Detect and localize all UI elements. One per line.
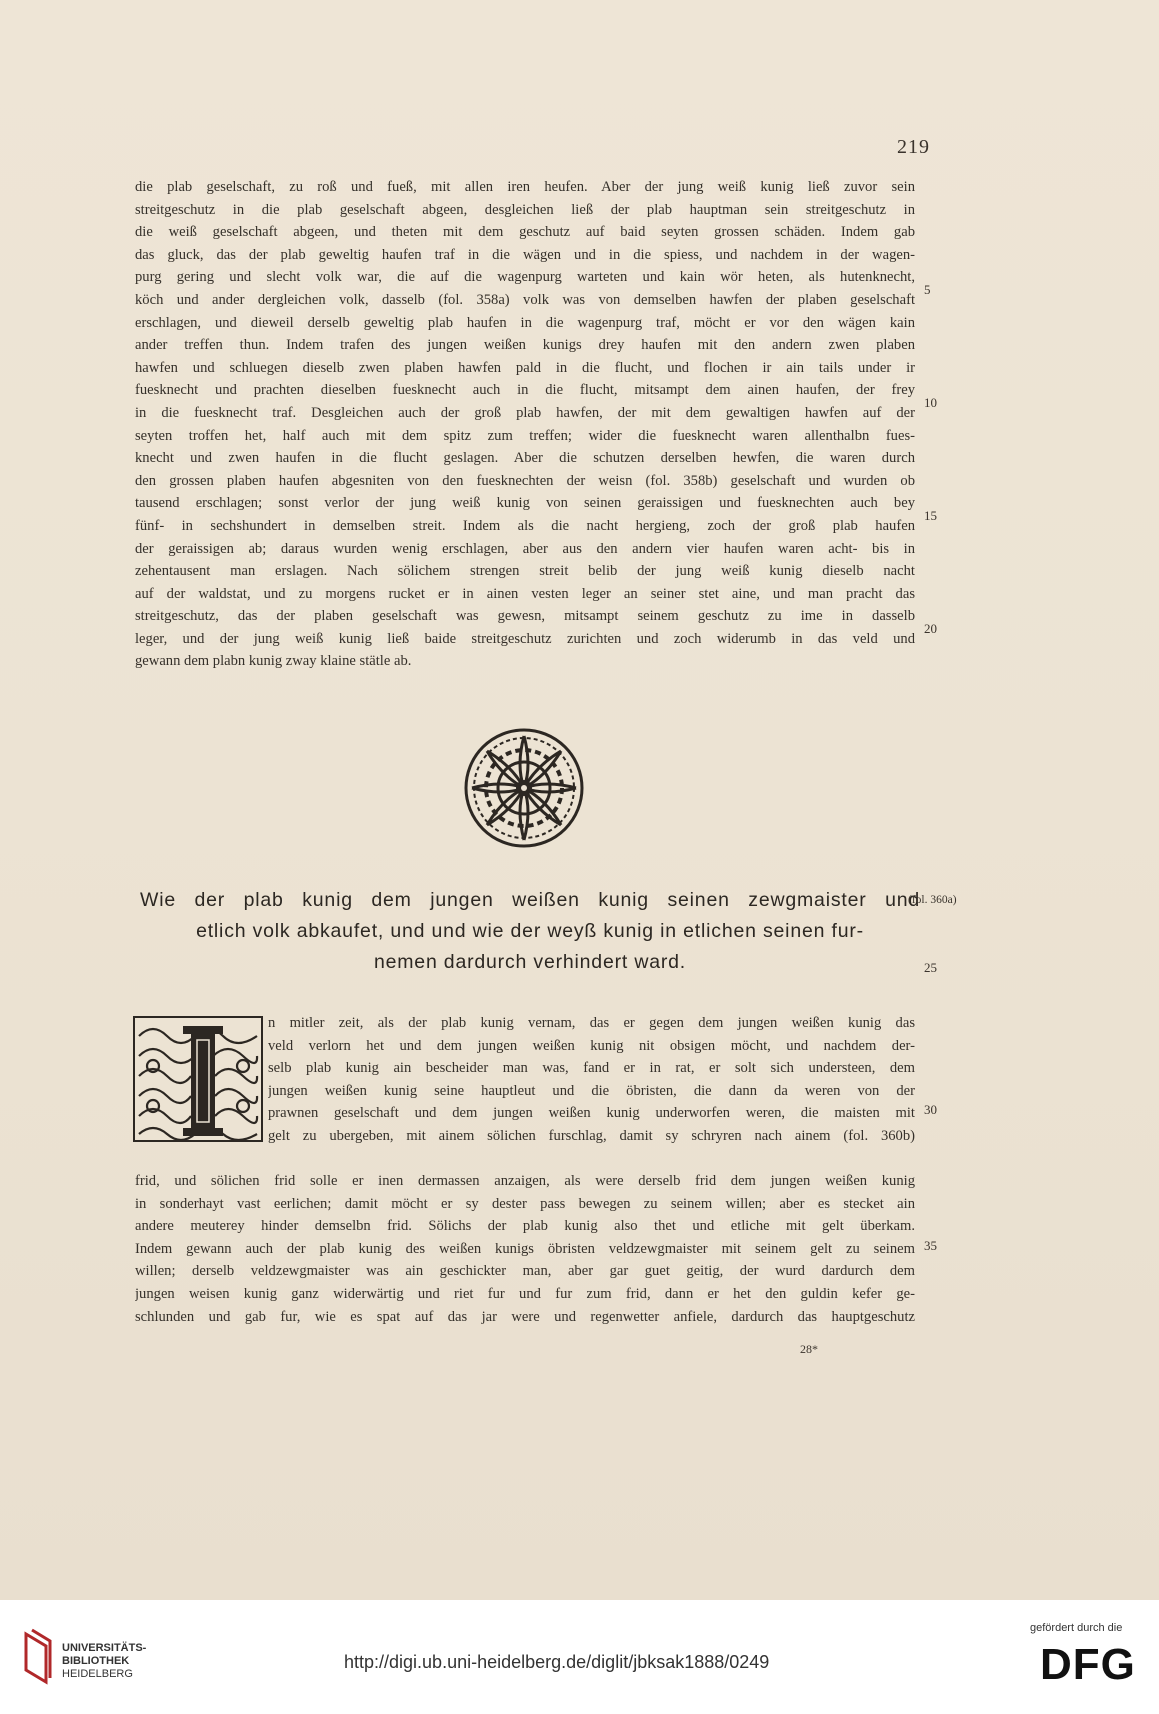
line-number: 15 (924, 508, 937, 523)
text-line: die plab geselschaft, zu roß und fueß, mit allen iren heufen. Aber der jung weiß kunig ließ zuvor sein (135, 179, 915, 195)
text-line: den grossen plaben haufen abgesniten von den fuesknechten der weisn (fol. 358b) geselschaft und wurden ob (135, 472, 915, 489)
line-number: 35 (924, 1238, 937, 1253)
text-line: purg gering und slecht volk war, die auf die wagenpurg warteten und kain wör heten, als hutenknecht, (135, 269, 915, 286)
paragraph-2-indented (268, 1012, 915, 1148)
ornament-rosette (462, 726, 586, 850)
footer-bar (0, 1600, 1159, 1714)
line-number: 25 (924, 960, 937, 975)
text-line: hawfen und schluegen dieselb zwen plaben hawfen pald in die flucht, und flochen ir ain tails under ir (135, 359, 915, 376)
chapter-heading (140, 885, 920, 978)
line-number: 30 (924, 1102, 937, 1117)
dfg-logo: DFG (1040, 1640, 1136, 1689)
text-line: zehentausent man erslagen. Nach sölichem strengen streit belib der jung weiß kunig dieselb nacht (135, 563, 915, 580)
heading-line: nemen dardurch verhindert ward. (373, 951, 687, 973)
heading-line: Wie der plab kunig dem jungen weißen kunig seinen zewgmaister und (140, 889, 920, 911)
text-line: fünf- in sechshundert in demselben streit. Indem als die nacht hergieng, zoch der groß plab haufen (135, 517, 915, 534)
text-line: ander treffen thun. Indem trafen des jungen weißen kunigs drey haufen mit den andern zwen plaben (135, 337, 915, 354)
text-line: auf der waldstat, und zu morgens rucket er in ainen vesten leger an seiner stet aine, und man pracht das (135, 585, 915, 602)
text-line: andere meuterey hinder demselbn frid. Sölichs der plab kunig also thet und etliche mit gelt überkam. (135, 1218, 915, 1235)
folio-reference: (fol. 360a) (908, 894, 957, 906)
text-line: in sonderhayt vast eerlichen; damit möcht er sy dester pass bewegen zu seinem willen; aber es stecket ain (135, 1195, 915, 1212)
text-line: seyten troffen het, half auch mit dem spitz zum treffen; wider die fuesknecht waren allenthalbn fues- (135, 427, 915, 444)
library-line: UNIVERSITÄTS- (62, 1642, 147, 1654)
line-number: 5 (924, 282, 931, 297)
library-name (62, 1642, 146, 1681)
text-line: tausend erschlagen; sonst verlor der jung weiß kunig von seinen geraissigen und fuesknechten auch bey (135, 495, 915, 512)
text-line: frid, und sölichen frid solle er inen dermassen anzaigen, als were derselb frid dem jungen weißen kunig (135, 1173, 915, 1189)
text-line: willen; derselb veldzewgmaister was ain geschickter man, aber gar guet geitig, der wurd dardurch dem (135, 1263, 915, 1280)
text-line: der geraissigen ab; daraus wurden wenig erschlagen, aber aus den andern vier haufen waren acht- bis in (135, 540, 915, 557)
text-line: selb plab kunig ain bescheider man was, fand er in rat, er solt sich understeen, dem (268, 1060, 915, 1077)
text-line: jungen weisen kunig ganz widerwärtig und riet fur und fur zum frid, dann er het den guldin kefer ge- (135, 1285, 915, 1302)
signature-mark: 28* (800, 1342, 818, 1356)
paragraph-2 (135, 1170, 915, 1328)
text-line: n mitler zeit, als der plab kunig vernam, das er gegen dem jungen weißen kunig das (268, 1015, 915, 1031)
page-number: 219 (897, 136, 930, 158)
text-line: die weiß geselschaft abgeen, und theten mit dem geschutz auf baid seyten grossen schäden. Indem gab (135, 224, 915, 241)
text-line: schlunden und gab fur, wie es spat auf das jar were und regenwetter anfiele, dardurch das hauptgeschutz (135, 1308, 915, 1325)
heading-line: etlich volk abkaufet, und und wie der weyß kunig in etlichen seinen fur- (196, 920, 864, 942)
text-line: prawnen geselschaft und dem jungen weißen kunig underworfen weren, die maisten mit (268, 1105, 915, 1122)
funding-caption: gefördert durch die (1030, 1622, 1123, 1634)
text-line: gelt zu ubergeben, mit ainem sölichen furschlag, damit sy schryren nach ainem (fol. 360b) (268, 1127, 915, 1144)
text-line: jungen weißen kunig seine hauptleut und die öbristen, die dann da weren von der (268, 1082, 915, 1099)
text-line: köch und ander dergleichen volk, dasselb (fol. 358a) volk was von demselben hawfen der plaben geselschaft (135, 291, 915, 308)
text-line: streitgeschutz in die plab geselschaft abgeen, desgleichen ließ der plab hauptman sein streitgeschutz in (135, 201, 915, 218)
library-line: HEIDELBERG (62, 1668, 133, 1680)
permalink-url[interactable]: http://digi.ub.uni-heidelberg.de/diglit/jbksak1888/0249 (344, 1652, 770, 1672)
library-line: BIBLIOTHEK (62, 1655, 130, 1667)
line-number: 10 (924, 395, 937, 410)
text-line: fuesknecht und prachten dieselben fuesknecht auch in die flucht, mitsampt dem ainen haufen, der frey (135, 382, 915, 399)
library-logo-icon (22, 1628, 52, 1688)
text-line: leger, und der jung weiß kunig ließ baide streitgeschutz zurichten und zoch widerumb in das veld und (135, 630, 915, 647)
paragraph-1 (135, 176, 915, 673)
text-line: knecht und zwen haufen in die flucht geslagen. Aber die schutzen derselben hewfen, die waren durch (135, 450, 915, 467)
text-line: Indem gewann auch der plab kunig des weißen kunigs öbristen veldzewgmaister mit seinem gelt zu seinem (135, 1240, 915, 1257)
text-line: veld verlorn het und dem jungen weißen kunig nit obsigen möcht, und nachdem der- (268, 1037, 915, 1054)
decorated-initial-letter (133, 1016, 263, 1142)
text-line: erschlagen, und dieweil derselb geweltig plab haufen in die wagenpurg traf, möcht er vor den wägen kain (135, 314, 915, 331)
text-line: das gluck, das der plab geweltig haufen traf in die wägen und in die spiess, und nachdem in der wagen- (135, 246, 915, 263)
text-line: gewann dem plabn kunig zway klaine stätle ab. (135, 653, 412, 670)
text-line: streitgeschutz, das der plaben geselschaft was gewesn, mitsampt seinem geschutz zu ime in dasselb (135, 608, 915, 625)
text-line: in die fuesknecht traf. Desgleichen auch der groß plab hawfen, der mit dem gewaltigen hawfen auf der (135, 404, 915, 421)
line-number: 20 (924, 621, 937, 636)
